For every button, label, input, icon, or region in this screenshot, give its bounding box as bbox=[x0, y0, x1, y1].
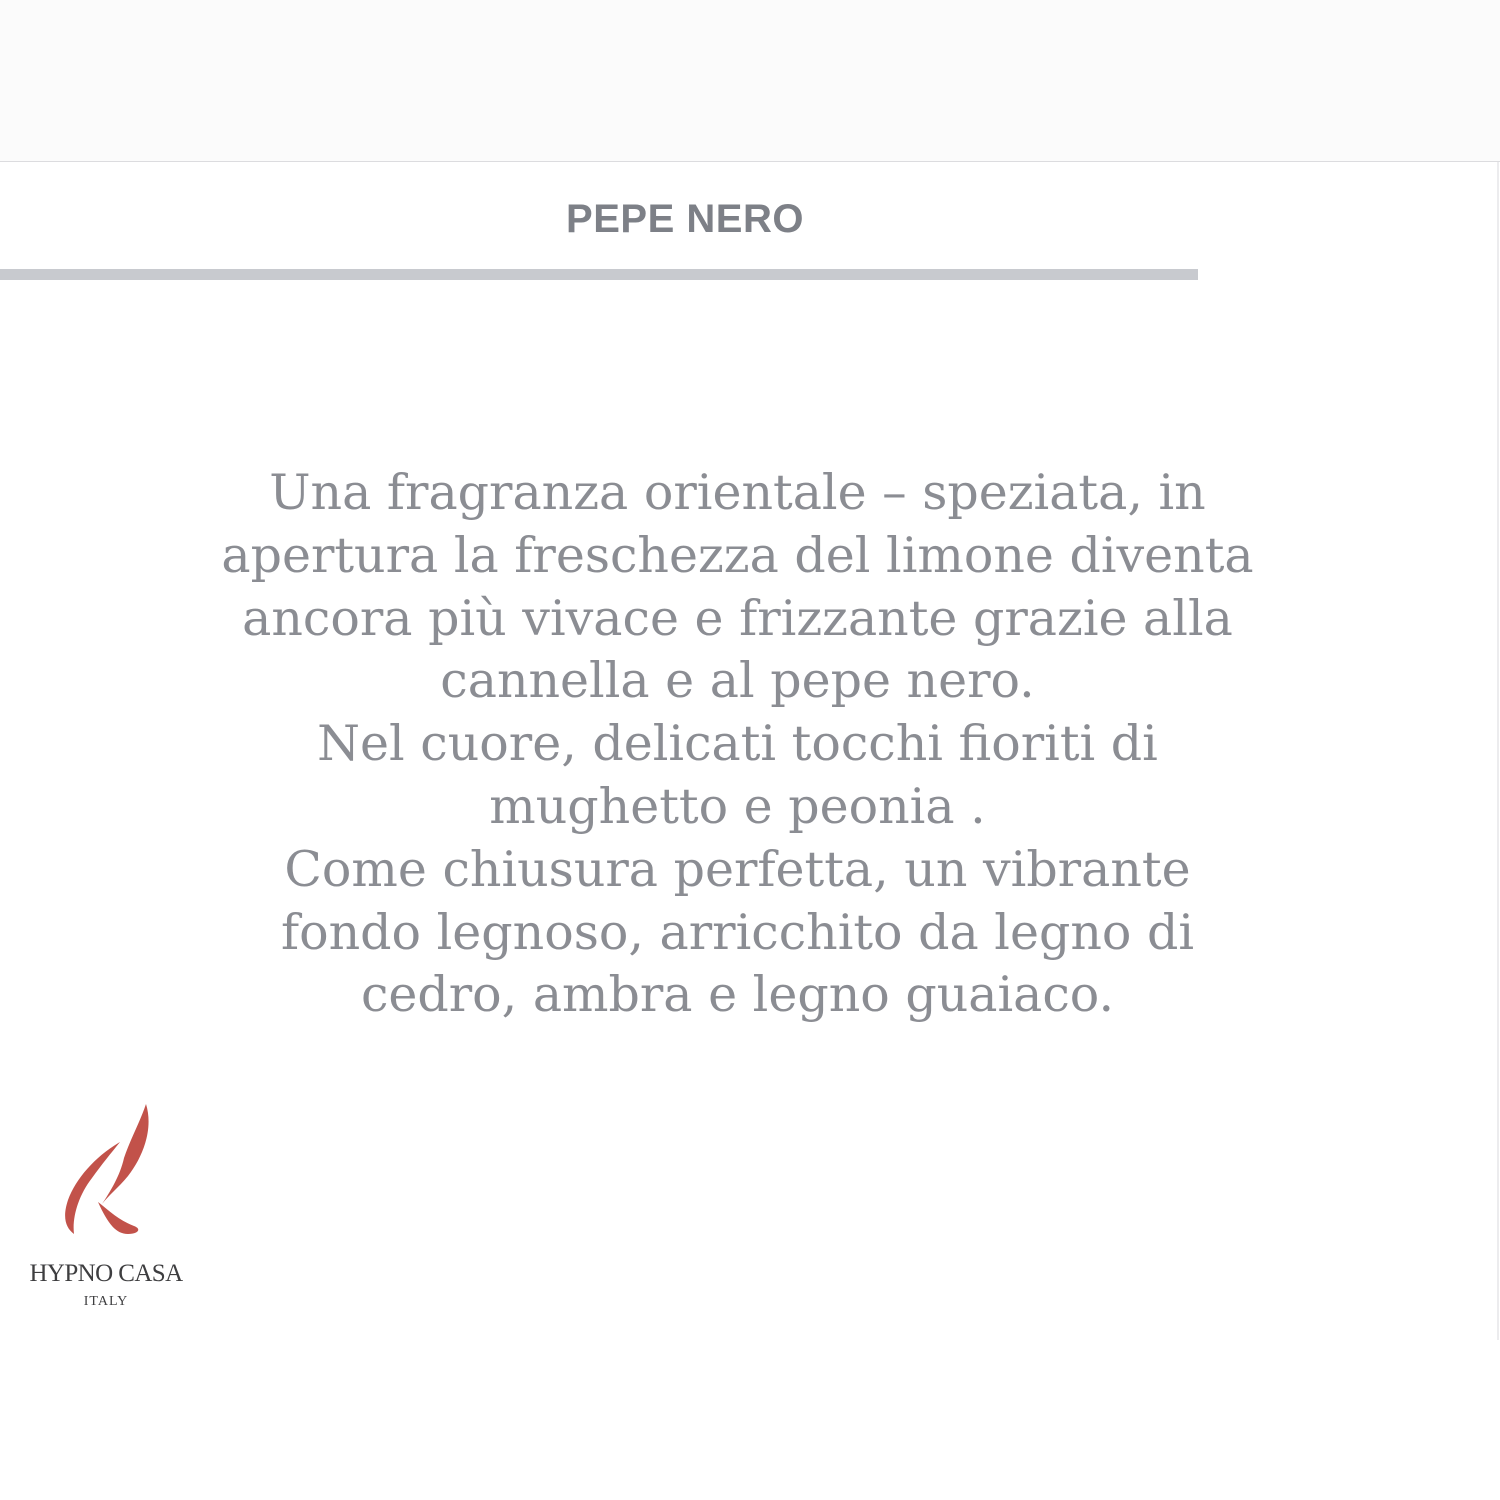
bottom-band bbox=[0, 1340, 1500, 1500]
brand-country: ITALY bbox=[83, 1294, 129, 1309]
top-band bbox=[0, 0, 1500, 162]
description-line: mughetto e peonia . bbox=[489, 777, 986, 835]
title-divider bbox=[0, 269, 1198, 280]
brand-name: HYPNO CASA bbox=[29, 1260, 183, 1287]
description-line: Una fragranza orientale – speziata, in bbox=[269, 464, 1206, 521]
description-line: Nel cuore, delicati tocchi fioriti di bbox=[317, 715, 1158, 773]
description-line: ancora più vivace e frizzante grazie alla bbox=[242, 589, 1233, 647]
description-line: cedro, ambra e legno guaiaco. bbox=[360, 966, 1115, 1024]
brand-logo bbox=[28, 1100, 188, 1320]
product-title: PEPE NERO bbox=[566, 197, 804, 241]
description-line: Come chiusura perfetta, un vibrante bbox=[284, 840, 1191, 898]
description-line: apertura la freschezza del limone diventa bbox=[221, 526, 1254, 584]
fragrance-description bbox=[185, 462, 1290, 1027]
description-line: fondo legnoso, arricchito da legno di bbox=[280, 903, 1194, 961]
flame-h-icon bbox=[58, 1100, 158, 1240]
description-line: cannella e al pepe nero. bbox=[440, 652, 1035, 710]
